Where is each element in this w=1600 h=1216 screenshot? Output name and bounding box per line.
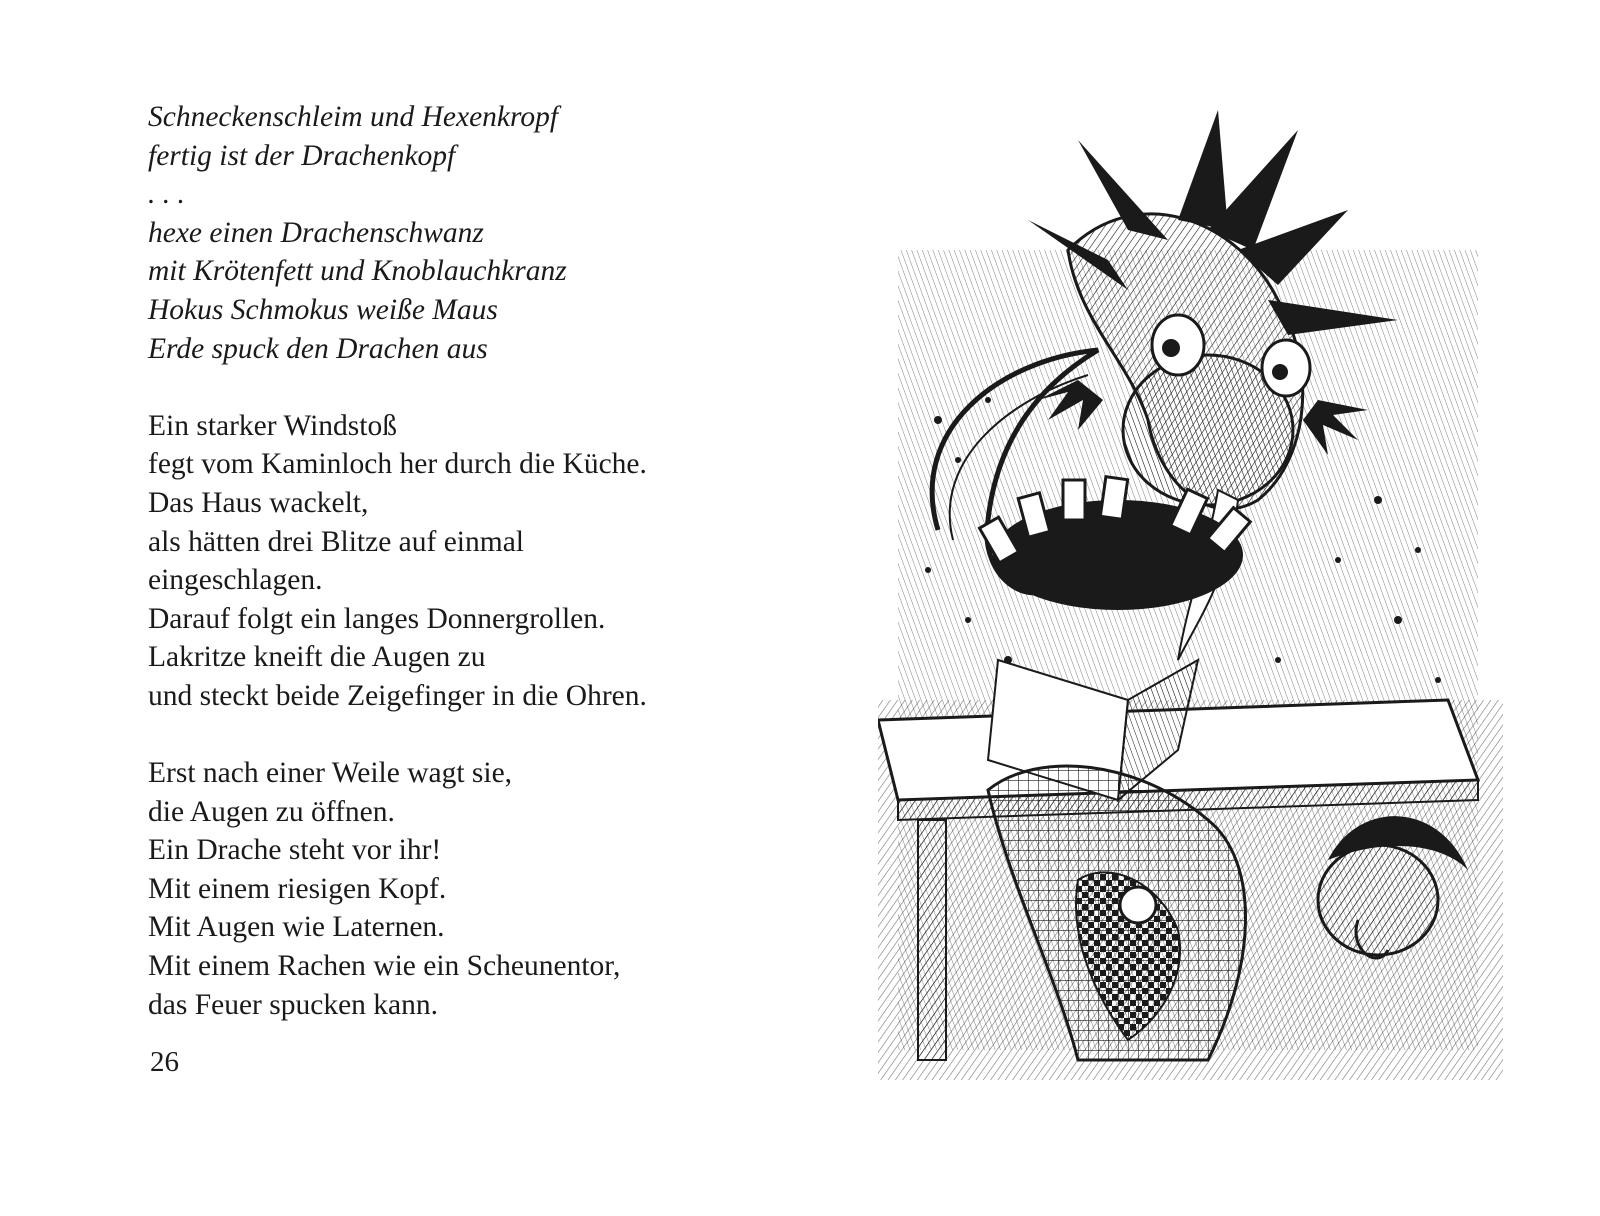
text-line: die Augen zu öffnen. (148, 795, 395, 828)
spell-line: Hokus Schmokus weiße Maus (148, 293, 498, 326)
text-line: Erst nach einer Weile wagt sie, (148, 757, 513, 790)
paragraph-windstoss (148, 407, 768, 716)
text-line: eingeschlagen. (148, 564, 323, 597)
text-line: Mit einem Rachen wie ein Scheunentor, (148, 950, 621, 983)
spell-ellipsis: . . . (148, 178, 185, 211)
text-line: fegt vom Kaminloch her durch die Küche. (148, 448, 647, 481)
spell-line: Schneckenschleim und Hexenkropf (148, 101, 559, 133)
text-line: Mit Augen wie Laternen. (148, 911, 445, 944)
dragon-drawing (878, 100, 1503, 1085)
text-line: Ein starker Windstoß (148, 409, 397, 442)
page-number: 26 (150, 1046, 179, 1078)
text-line: als hätten drei Blitze auf einmal (148, 525, 524, 558)
stanza-gap (148, 716, 768, 755)
spell-line: fertig ist der Drachenkopf (148, 139, 456, 172)
dragon-illustration (878, 100, 1503, 1085)
spell-verse (148, 98, 768, 368)
text-line: Ein Drache steht vor ihr! (148, 834, 442, 867)
spell-line: Erde spuck den Drachen aus (148, 332, 488, 365)
text-line: und steckt beide Zeigefinger in die Ohren. (148, 679, 647, 712)
stanza-gap (148, 368, 768, 407)
spell-line: hexe einen Drachenschwanz (148, 216, 484, 249)
text-line: Mit einem riesigen Kopf. (148, 872, 447, 905)
text-column (148, 98, 768, 1024)
text-line: Darauf folgt ein langes Donnergrollen. (148, 602, 606, 635)
paragraph-drache (148, 754, 768, 1024)
text-line: Lakritze kneift die Augen zu (148, 641, 486, 674)
text-line: das Feuer spucken kann. (148, 988, 439, 1021)
spell-line: mit Krötenfett und Knoblauchkranz (148, 255, 567, 288)
text-line: Das Haus wackelt, (148, 486, 369, 519)
